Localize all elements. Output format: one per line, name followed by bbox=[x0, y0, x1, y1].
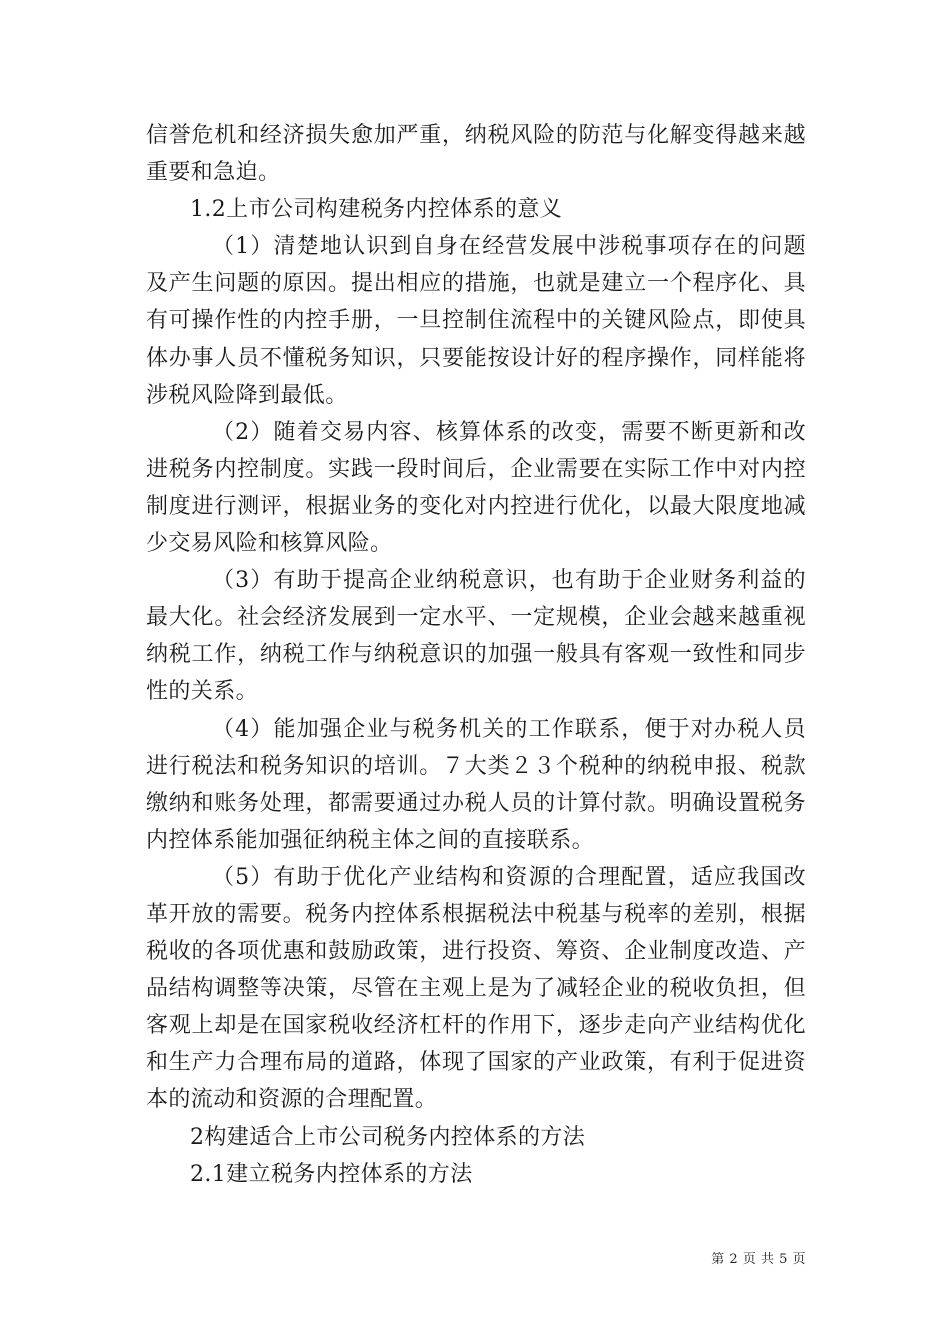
paragraph-item-5: （5）有助于优化产业结构和资源的合理配置，适应我国改革开放的需要。税务内控体系根据税法中税基与税率的差别，根据税收的各项优惠和鼓励政策，进行投资、筹资、企业制度改造、产品结构调整等决策，尽管在主观上是为了减轻企业的税收负担，但客观上却是在国家税收经济杠杆的作用下，逐步走向产业结构优化和生产力合理布局的道路，体现了国家的产业政策，有利于促进资本的流动和资源的合理配置。 bbox=[146, 864, 806, 1113]
paragraph-item-4: （4）能加强企业与税务机关的工作联系，便于对办税人员进行税法和税务知识的培训。７大类２３个税种的纳税申报、税款缴纳和账务处理，都需要通过办税人员的计算付款。明确设置税务内控体系能加强征纳税主体之间的直接联系。 bbox=[146, 716, 806, 853]
paragraph-item-2: （2）随着交易内容、核算体系的改变，需要不断更新和改进税务内控制度。实践一段时间后，企业需要在实际工作中对内控制度进行测评，根据业务的变化对内控进行优化，以最大限度地减少交易风险和核算风险。 bbox=[146, 419, 806, 557]
paragraph-continuation: 信誉危机和经济损失愈加严重，纳税风险的防范与化解变得越来越重要和急迫。 bbox=[146, 123, 806, 186]
paragraph-item-3: （3）有助于提高企业纳税意识，也有助于企业财务利益的最大化。社会经济发展到一定水平、一定规模，企业会越来越重视纳税工作，纳税工作与纳税意识的加强一般具有客观一致性和同步性的关系。 bbox=[146, 568, 806, 705]
document-body bbox=[146, 117, 806, 1193]
section-heading-2: 2构建适合上市公司税务内控体系的方法 bbox=[190, 1124, 586, 1150]
page-number: 第 2 页 共 5 页 bbox=[711, 1252, 806, 1267]
section-heading-2-1: 2.1建立税务内控体系的方法 bbox=[190, 1161, 473, 1187]
paragraph-item-1: （1）清楚地认识到自身在经营发展中涉税事项存在的问题及产生问题的原因。提出相应的措施，也就是建立一个程序化、具有可操作性的内控手册，一旦控制住流程中的关键风险点，即使具体办事人员不懂税务知识，只要能按设计好的程序操作，同样能将涉税风险降到最低。 bbox=[146, 234, 806, 408]
section-heading-1-2: 1.2上市公司构建税务内控体系的意义 bbox=[190, 197, 563, 223]
